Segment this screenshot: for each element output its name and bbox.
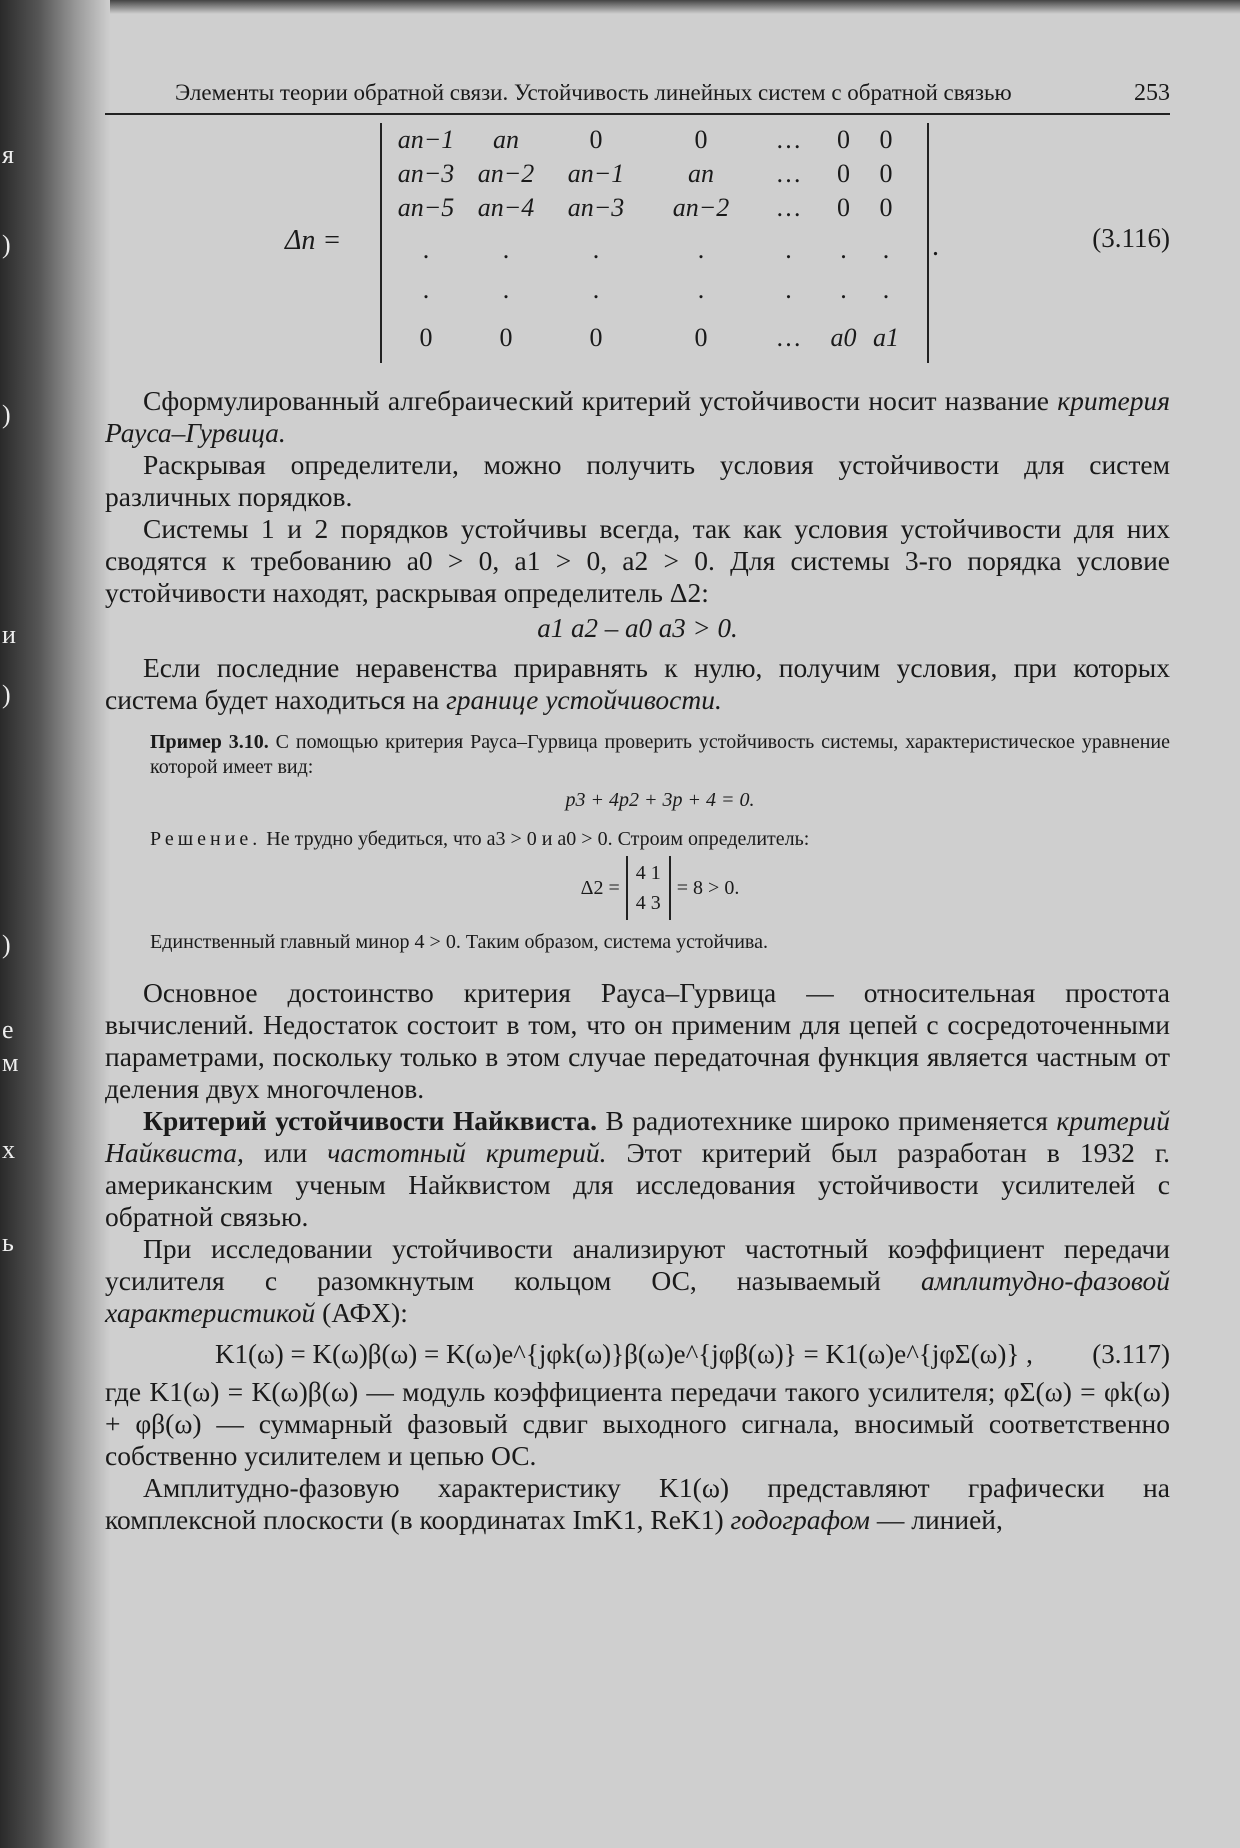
matrix-cell: an−1 [567,159,625,188]
matrix-cell: 0 [879,125,893,154]
solution-text: Не трудно убедиться, что a3 > 0 и a0 > 0. Строим определитель: [266,828,810,850]
matrix-cell: . [422,275,430,304]
equation-number: (3.116) [1092,223,1170,253]
edge-char: и [2,620,16,649]
italic-term: годографом [730,1504,870,1535]
paragraph-text: В радиотехнике широко применяется [605,1105,1048,1136]
paragraph-text: Этот критерий был разработан в 1932 г. американским ученым Найквистом для исследования устойчивости усилителей с обратной связью. [105,1137,1171,1232]
matrix-cell: . [785,235,792,264]
matrix-cell: . [697,275,705,304]
italic-term: границе устойчивости. [446,684,722,715]
equation-3-116 [105,123,1170,363]
italic-term: критерия Рауса–Гурвица. [105,385,1171,448]
matrix-row [382,191,927,225]
edge-char: х [2,1135,15,1164]
matrix-cell: 0 [694,125,708,154]
matrix-cell: an−4 [477,193,535,222]
matrix-cell: an−2 [672,193,730,222]
example-3-10 [105,730,1170,955]
matrix-row [382,273,927,307]
paragraph-text: — линией, [876,1504,1003,1535]
matrix-cell: . [840,235,847,264]
matrix-cell: an−1 [397,125,455,154]
matrix-cell: … [775,193,802,222]
edge-char: ) [2,400,11,429]
matrix-cell: . [502,235,510,264]
matrix-cell: … [775,159,802,188]
det-rhs: = 8 > 0. [676,876,740,899]
edge-char: ) [2,680,11,709]
matrix-cell: 0 [589,125,603,154]
solution-label: Решение. [150,828,262,850]
italic-term: амплитудно-фазовой характеристикой [105,1265,1171,1328]
edge-char: ь [2,1228,14,1257]
matrix-cell: 0 [879,159,893,188]
equation-body: K1(ω) = K(ω)β(ω) = K(ω)e^{jφk(ω)}β(ω)e^{jφβ(ω)} = K1(ω)e^{jφΣ(ω)} , [215,1339,1033,1369]
matrix-cell: an−2 [477,159,535,188]
italic-term: критерий Найквиста, [105,1105,1171,1168]
italic-term: частотный критерий. [327,1137,607,1168]
matrix-cell: . [592,275,600,304]
matrix-cell: 0 [837,159,850,188]
matrix-cell: . [697,235,705,264]
edge-char: я [2,140,14,169]
paragraph-text: Амплитудно-фазовую характеристику K1(ω) представляют графически на комплексной плоскости (в координатах ImK1, ReK1) [105,1472,1170,1535]
paragraph-afc [105,1233,1170,1329]
matrix-cell: 0 [589,323,603,352]
example-heading: Пример 3.10. [150,731,269,753]
matrix-cell: 0 [499,323,513,352]
edge-char: ) [2,230,11,259]
matrix-row [382,233,927,267]
det-lhs: Δ2 = [580,876,620,899]
matrix-cell: . [785,275,792,304]
paragraph-advantage: Основное достоинство критерия Рауса–Гурвица — относительная простота вычислений. Недостаток состоит в том, что он применим для цепей с сосредоточенными параметрами, поскольку только в этом случае передаточная функция является частным от деления двух многочленов. [105,977,1170,1104]
paragraph-boundary [105,652,1170,716]
paragraph-text: (АФХ): [322,1297,408,1328]
paragraph-text: Сформулированный алгебраический критерий устойчивости носит название [143,385,1050,416]
characteristic-equation: p3 + 4p2 + 3p + 4 = 0. [565,789,755,811]
page-top-edge [0,0,1240,14]
matrix-cell: . [840,275,847,304]
edge-char: м [2,1048,19,1077]
matrix-cell: 0 [837,193,850,222]
matrix-cell: 0 [879,193,893,222]
matrix-cell: … [775,125,802,154]
paragraph-text: При исследовании устойчивости анализируют частотный коэффициент передачи усилителя с разомкнутым кольцом ОС, называемый [105,1233,1170,1296]
matrix-trailing-dot: . [932,231,939,262]
determinant-matrix [380,123,939,363]
matrix-row [382,157,927,191]
paragraph-text: или [264,1137,308,1168]
matrix-row [382,123,927,157]
paragraph-text: Если последние неравенства приравнять к нулю, получим условия, при которых система будет находиться на [105,652,1170,715]
matrix-cell: a0 [830,323,857,352]
section-heading: Критерий устойчивости Найквиста. [143,1105,598,1136]
paragraph-hodograph [105,1472,1170,1536]
example-conclusion: Единственный главный минор 4 > 0. Таким образом, система устойчива. [150,931,768,953]
paragraph-nyquist [105,1105,1170,1233]
matrix-cell: . [882,275,890,304]
delta-n-lhs: Δn = [285,225,342,256]
page-number: 253 [1134,80,1170,106]
matrix-cell: . [882,235,890,264]
matrix-cell: an−3 [397,159,455,188]
matrix-cell: 0 [419,323,433,352]
matrix-cell: an [688,159,714,188]
matrix-cell: an−5 [397,193,455,222]
matrix-row [382,321,927,355]
det-body [626,856,671,920]
paragraph-where: где K1(ω) = K(ω)β(ω) — модуль коэффициента передачи такого усилителя; φΣ(ω) = φk(ω) + φβ(ω) — суммарный фазовый сдвиг выходного сигнала, вносимый соответственно собственно усилителем и цепью ОС. [105,1376,1170,1471]
example-text: С помощью критерия Рауса–Гурвица проверить устойчивость системы, характеристическое уравнение которой имеет вид: [150,731,1170,778]
det-row: 4 1 [635,862,661,884]
matrix-cell: an [493,125,519,154]
paragraph-determinants: Раскрывая определители, можно получить условия устойчивости для систем различных порядков. [105,449,1170,512]
equation-number: (3.117) [1092,1339,1170,1369]
determinant-2x2 [150,856,1170,920]
matrix-cell: . [422,235,430,264]
running-header [105,80,1170,115]
matrix-cell: . [592,235,600,264]
matrix-cell: 0 [837,125,850,154]
det-row: 4 3 [635,892,661,914]
matrix-cell: . [502,275,510,304]
inequality-3rd-order: a1 a2 – a0 a3 > 0. [537,613,738,643]
paragraph-criterion [105,385,1170,449]
equation-3-117 [105,1339,1170,1370]
edge-char: е [2,1015,14,1044]
opposite-page-edge [0,0,20,1848]
matrix-cell: a1 [873,323,899,352]
matrix-cell: … [775,323,802,352]
edge-char: ) [2,930,11,959]
paragraph-orders: Системы 1 и 2 порядков устойчивы всегда, так как условия устойчивости для них сводятся к требованию a0 > 0, a1 > 0, a2 > 0. Для системы 3-го порядка условие устойчивости находят, раскрывая определитель Δ2: [105,513,1170,608]
matrix-cell: an−3 [567,193,625,222]
running-title: Элементы теории обратной связи. Устойчивость линейных систем с обратной связью [175,80,1012,105]
matrix-cell: 0 [694,323,708,352]
book-page [105,80,1170,1536]
